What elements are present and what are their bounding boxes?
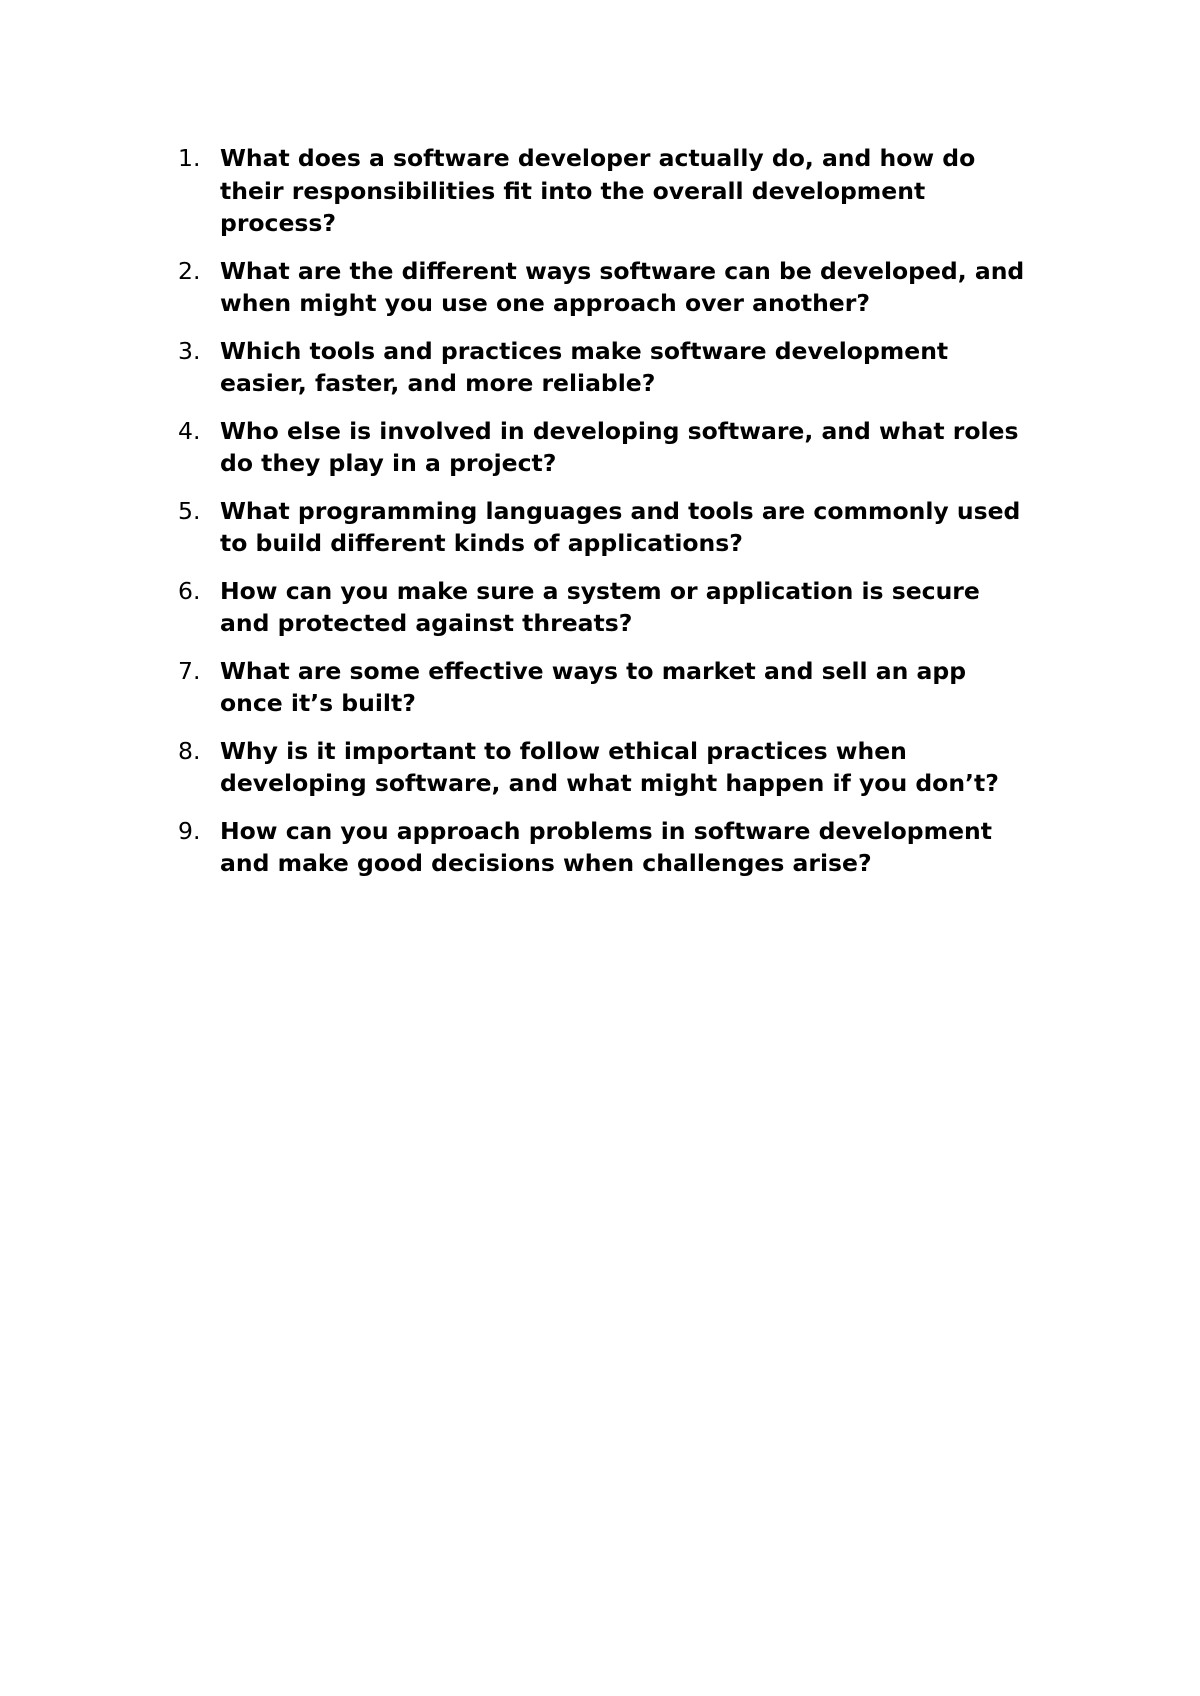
- question-line: to build different kinds of applications?: [220, 529, 743, 557]
- question-text: [220, 142, 1078, 240]
- question-number: 2.: [178, 256, 201, 285]
- question-number: 8.: [178, 736, 201, 765]
- list-item: [178, 142, 1078, 240]
- list-item: [178, 335, 1078, 400]
- question-text: [220, 415, 1078, 480]
- question-text: [220, 335, 1078, 400]
- question-text: [220, 735, 1078, 800]
- list-item: [178, 735, 1078, 800]
- list-item: [178, 575, 1078, 640]
- list-item: [178, 415, 1078, 480]
- question-number: 4.: [178, 416, 201, 445]
- question-number: 1.: [178, 144, 201, 172]
- question-number: 5.: [178, 496, 201, 525]
- question-text: [220, 655, 1078, 720]
- question-line: easier, faster, and more reliable?: [220, 369, 656, 397]
- question-line: their responsibilities fit into the overall development: [220, 176, 926, 205]
- question-line: How can you make sure a system or application is secure: [220, 576, 980, 605]
- question-number: 7.: [178, 656, 201, 685]
- question-line: Which tools and practices make software development: [220, 336, 949, 365]
- question-line: and make good decisions when challenges arise?: [220, 849, 872, 877]
- question-line: once it’s built?: [220, 689, 416, 717]
- question-line: do they play in a project?: [220, 449, 557, 477]
- question-line: How can you approach problems in software development: [220, 816, 993, 845]
- question-text: [220, 575, 1078, 640]
- question-text: [220, 815, 1078, 880]
- list-item: [178, 255, 1078, 320]
- question-text: [220, 495, 1078, 560]
- question-list: [178, 142, 1078, 895]
- question-line: when might you use one approach over another?: [220, 289, 870, 317]
- question-number: 3.: [178, 336, 201, 365]
- list-item: [178, 495, 1078, 560]
- question-number: 6.: [178, 576, 201, 605]
- question-number: 9.: [178, 816, 201, 845]
- question-line: Who else is involved in developing software, and what roles: [220, 416, 1019, 445]
- question-line: developing software, and what might happen if you don’t?: [220, 769, 999, 797]
- question-line: What are the different ways software can be developed, and: [220, 256, 1025, 285]
- list-item: [178, 655, 1078, 720]
- question-line: What are some effective ways to market and sell an app: [220, 656, 967, 685]
- question-line: and protected against threats?: [220, 609, 633, 637]
- question-line: Why is it important to follow ethical practices when: [220, 736, 907, 765]
- question-text: [220, 255, 1078, 320]
- question-line: process?: [220, 209, 337, 237]
- question-line: What programming languages and tools are commonly used: [220, 496, 1021, 525]
- question-line: What does a software developer actually do, and how do: [220, 144, 976, 172]
- list-item: [178, 815, 1078, 880]
